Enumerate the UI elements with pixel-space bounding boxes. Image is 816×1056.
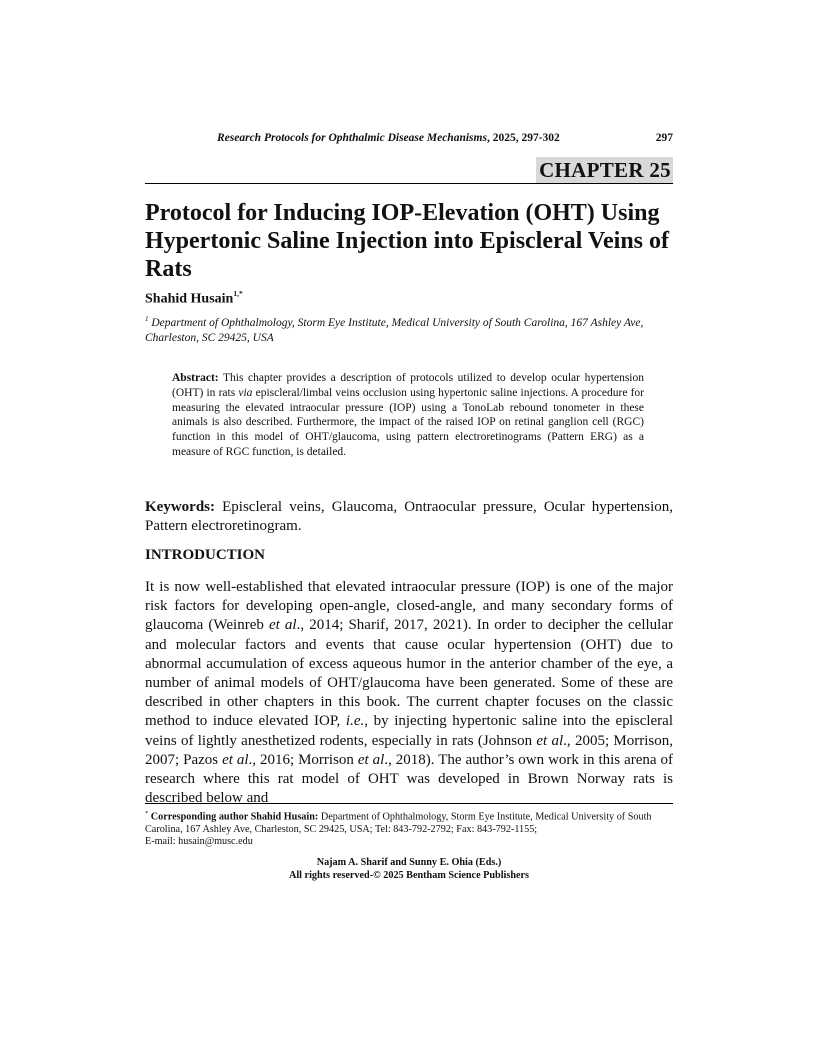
- citation-etal: et al: [357, 751, 385, 768]
- intro-segment: ., 2014; Sharif, 2017, 2021). In order to decipher the cellular and molecular factors and events that cause ocular hypertension (OHT) due to abnormal accumulation of excess aqueous humor in the anterior chamber of the eye, a number of animal models of OHT/glaucoma have been generated. Some of these are described in other chapters in this book. The current chapter focuses on the classic method to induce elevated IOP,: [145, 617, 673, 730]
- footnote-text: Department of Ophthalmology, Storm Eye Institute, Medical University of South Carolina, 167 Ashley Ave, Charleston, SC 29425, USA; Tel: 843-792-2792; Fax: 843-792-1155;: [145, 811, 652, 835]
- running-head: [217, 132, 673, 144]
- keywords-text: Episcleral veins, Glaucoma, Ontraocular pressure, Ocular hypertension, Pattern electroretinogram.: [145, 499, 673, 534]
- author-name: Shahid Husain: [145, 291, 234, 307]
- affiliation-mark: 1: [145, 315, 149, 323]
- chapter-rule: [145, 183, 673, 184]
- chapter-title: Protocol for Inducing IOP-Elevation (OHT) Using Hypertonic Saline Injection into Episcleral Veins of Rats: [145, 200, 670, 282]
- journal-range: , 2025, 297-302: [486, 132, 560, 144]
- author-marks: 1,*: [233, 289, 243, 298]
- citation-etal: et al: [536, 732, 564, 749]
- introduction-paragraph: [145, 578, 673, 808]
- intro-segment: , by injecting hypertonic saline into the episcleral veins of lightly anesthetized rodents, especially in rats (Johnson: [145, 713, 674, 749]
- abstract: [172, 371, 644, 460]
- chapter-label: CHAPTER 25: [536, 157, 673, 183]
- citation-etal: et al: [222, 751, 249, 768]
- author: [145, 290, 243, 308]
- footnote-rule: [145, 803, 673, 804]
- intro-ie: i.e.: [345, 713, 365, 730]
- abstract-text-1: This chapter provides a description of protocols utilized to develop ocular hypertension (OHT) in rats: [172, 372, 644, 399]
- keywords-label: Keywords:: [145, 499, 215, 515]
- intro-segment: ., 2018). The author’s own work in this arena of research where this rat model of OHT was developed in Brown Norway rats is described below and: [145, 751, 674, 807]
- footnote-label: Corresponding author Shahid Husain:: [150, 811, 319, 823]
- affiliation: [145, 312, 673, 346]
- footnote-email: E-mail: husain@musc.edu: [145, 835, 253, 847]
- publisher-block: [145, 857, 673, 882]
- journal-title: Research Protocols for Ophthalmic Disease Mechanisms: [217, 132, 487, 144]
- editors: Najam A. Sharif and Sunny E. Ohia (Eds.): [316, 857, 502, 868]
- intro-segment: It is now well-established that elevated intraocular pressure (IOP) is one of the major risk factors for developing open-angle, closed-angle, and many secondary forms of glaucoma (Weinreb: [145, 579, 673, 634]
- footnote: [145, 808, 673, 848]
- section-heading-introduction: INTRODUCTION: [145, 547, 266, 563]
- keywords: [145, 498, 673, 536]
- copyright: All rights reserved-© 2025 Bentham Science Publishers: [288, 869, 530, 881]
- footnote-mark: *: [145, 810, 149, 817]
- intro-segment: ., 2016; Morrison: [248, 751, 358, 768]
- abstract-via: via: [238, 386, 253, 399]
- intro-segment: ., 2005; Morrison, 2007; Pazos: [145, 732, 673, 768]
- affiliation-text: Department of Ophthalmology, Storm Eye Institute, Medical University of South Carolina, 167 Ashley Ave, Charleston, SC 29425, USA: [145, 316, 644, 344]
- abstract-label: Abstract:: [172, 372, 219, 384]
- citation-etal: et al: [268, 617, 297, 634]
- page-number: 297: [655, 132, 673, 144]
- abstract-text-2: episcleral/limbal veins occlusion using hypertonic saline injections. A procedure for measuring the elevated intraocular pressure (IOP) using a TonoLab rebound tonometer in these animals is also described. Furthermore, the impact of the raised IOP on retinal ganglion cell (RGC) function in this model of OHT/glaucoma, using pattern electroretinograms (Pattern ERG) as a measure of RGC function, is detailed.: [172, 386, 645, 458]
